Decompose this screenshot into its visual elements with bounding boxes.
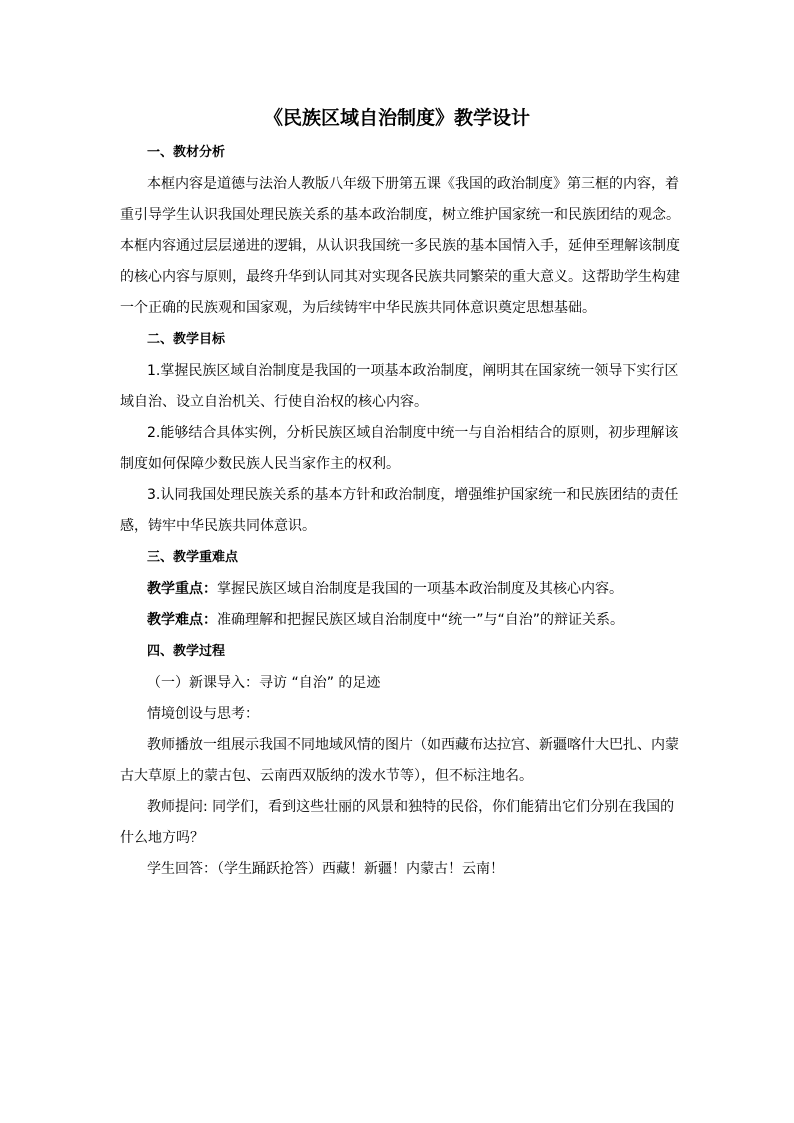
objective-line: 感，铸牢中华民族共同体意识。 [120,518,316,534]
objective-line: 1.掌握民族区域自治制度是我国的一项基本政治制度，阐明其在国家统一领导下实行区 [147,363,679,379]
objective-line: 域自治、设立自治机关、行使自治权的核心内容。 [120,394,428,410]
paragraph-line: 本框内容通过层层递进的逻辑，从认识我国统一多民族的基本国情入手，延伸至理解该制度 [120,238,680,254]
key-point-text: 掌握民族区域自治制度是我国的一项基本政治制度及其核心内容。 [217,581,623,597]
process-line: 教师提问: 同学们，看到这些壮丽的风景和独特的民俗，你们能猜出它们分别在我国的 [147,799,675,815]
key-point-line [147,579,623,599]
paragraph-line: 重引导学生认识我国处理民族关系的基本政治制度，树立维护国家统一和民族团结的观念。 [120,207,680,223]
paragraph-line: 一个正确的民族观和国家观，为后续铸牢中华民族共同体意识奠定思想基础。 [120,300,596,316]
section-heading-teaching-process: 四、教学过程 [147,644,226,659]
difficult-point-text: 准确理解和把握民族区域自治制度中“统一”与“自治”的辩证关系。 [217,612,625,628]
section-heading-teaching-objectives: 二、教学目标 [147,332,226,347]
paragraph-line: 本框内容是道德与法治人教版八年级下册第五课《我国的政治制度》第三框的内容，着 [147,176,679,192]
difficult-point-line [147,610,624,630]
objective-line: 3.认同我国处理民族关系的基本方针和政治制度，增强维护国家统一和民族团结的责任 [147,487,679,503]
process-line: 什么地方吗？ [120,830,204,846]
section-heading-textbook-analysis: 一、教材分析 [147,145,226,160]
difficult-point-label: 教学难点： [147,612,217,628]
process-line: 古大草原上的蒙古包、云南西双版纳的泼水节等），但不标注地名。 [120,768,533,784]
process-line: 教师播放一组展示我国不同地域风情的图片（如西藏布达拉宫、新疆喀什大巴扎、内蒙 [147,737,679,753]
objective-line: 2.能够结合具体实例，分析民族区域自治制度中统一与自治相结合的原则，初步理解该 [147,425,679,441]
key-point-label: 教学重点： [147,581,217,597]
process-subheading: （一）新课导入：寻访 “自治” 的足迹 [147,675,381,691]
paragraph-line: 的核心内容与原则，最终升华到认同其对实现各民族共同繁荣的重大意义。这帮助学生构建 [120,269,680,285]
process-line: 学生回答：（学生踊跃抢答）西藏！新疆！内蒙古！云南！ [147,861,504,877]
document-title: 《民族区域自治制度》教学设计 [263,107,530,129]
process-line: 情境创设与思考： [147,706,259,722]
section-heading-key-difficult-points: 三、教学重难点 [147,550,239,565]
objective-line: 制度如何保障少数民族人民当家作主的权利。 [120,456,400,472]
